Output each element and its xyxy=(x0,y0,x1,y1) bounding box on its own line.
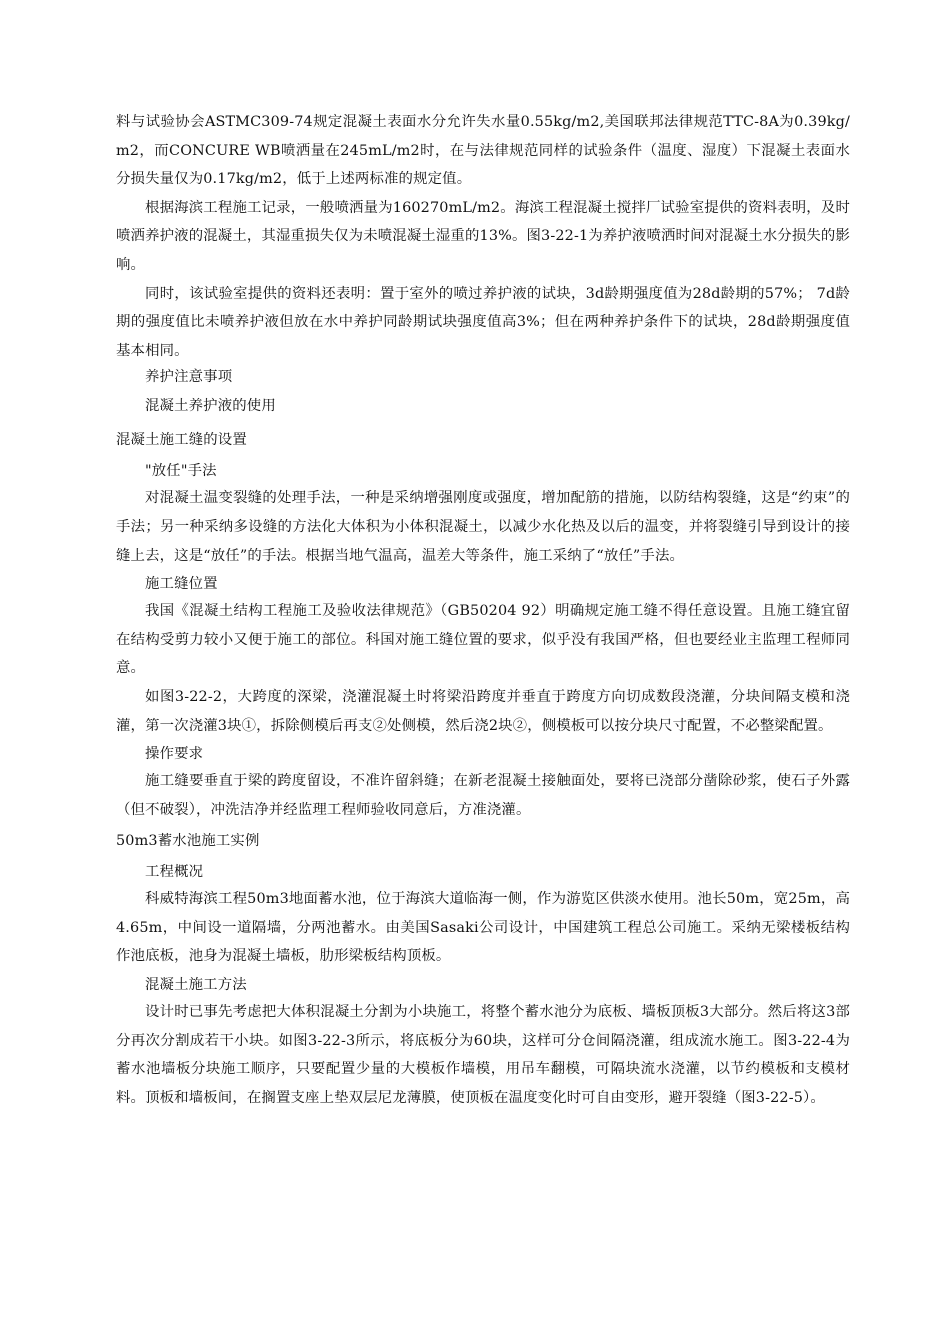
heading-joint-position: 施工缝位置 xyxy=(145,576,218,593)
heading-construction-joint: 混凝土施工缝的设置 xyxy=(116,432,247,449)
heading-operation-requirements: 操作要求 xyxy=(145,746,204,763)
paragraph-release-method: 对混凝土温变裂缝的处理手法，一种是采纳增强刚度或强度，增加配筋的措施，以防结构裂缝，这是“约束”的手法；另一种采纳多设缝的方法化大体积为小体积混凝土，以减少水化热及以后的温变，并将裂缝引导到设计的接缝上去，这是“放任”的手法。根据当地气温高，温差大等条件，施工采纳了“放任”手法。 xyxy=(116,490,850,564)
paragraph-curing-standard: 料与试验协会ASTMC309-74规定混凝土表面水分允许失水量0.55kg/m2,美国联邦法律规范TTC-8A为0.39kg/m2，而CONCURE WB喷洒量在245mL/m2时，在与法律规范同样的试验条件（温度、湿度）下混凝土表面水分损失量仅为0.17kg/m2，低于上述两标准的规定值。 xyxy=(116,114,850,188)
heading-curing-notes: 养护注意事项 xyxy=(145,369,233,386)
document-page xyxy=(116,108,850,1112)
paragraph-deep-beam: 如图3-22-2，大跨度的深梁，浇灌混凝土时将梁沿跨度并垂直于跨度方向切成数段浇灌，分块间隔支模和浇灌，第一次浇灌3块①，拆除侧模后再支②处侧模，然后浇2块②，侧模板可以按分块尺寸配置，不必整梁配置。 xyxy=(116,688,850,734)
paragraph-operation-requirements: 施工缝要垂直于梁的跨度留设，不准许留斜缝；在新老混凝土接触面处，要将已浇部分凿除砂浆，使石子外露（但不破裂），冲洗洁净并经监理工程师验收同意后，方准浇灌。 xyxy=(116,773,850,818)
heading-project-overview: 工程概况 xyxy=(145,864,204,881)
paragraph-strength-results: 同时，该试验室提供的资料还表明：置于室外的喷过养护液的试块，3d龄期强度值为28d龄期的57%； 7d龄期的强度值比未喷养护液但放在水中养护同龄期试块强度值高3%；但在两种养护条件下的试块，28d龄期强度值基本相同。 xyxy=(116,285,850,359)
heading-curing-liquid-use: 混凝土养护液的使用 xyxy=(145,398,276,415)
heading-concrete-method: 混凝土施工方法 xyxy=(145,977,247,994)
paragraph-spray-amount: 根据海滨工程施工记录，一般喷洒量为160270mL/m2。海滨工程混凝土搅拌厂试验室提供的资料表明，及时喷洒养护液的混凝土，其湿重损失仅为未喷混凝土湿重的13%。图3-22-1为养护液喷洒时间对混凝土水分损失的影响。 xyxy=(116,199,851,273)
paragraph-project-overview: 科威特海滨工程50m3地面蓄水池，位于海滨大道临海一侧，作为游览区供淡水使用。池长50m，宽25m，高4.65m，中间设一道隔墙，分两池蓄水。由美国Sasaki公司设计，中国建筑工程总公司施工。采纳无梁楼板结构作池底板，池身为混凝土墙板，肋形梁板结构顶板。 xyxy=(116,891,850,965)
paragraph-concrete-method: 设计时已事先考虑把大体积混凝土分割为小块施工，将整个蓄水池分为底板、墙板顶板3大部分。然后将这3部分再次分割成若干小块。如图3-22-3所示，将底板分为60块，这样可分仓间隔浇灌，组成流水施工。图3-22-4为蓄水池墙板分块施工顺序，只要配置少量的大模板作墙模，用吊车翻模，可隔块流水浇灌，以节约模板和支模材料。顶板和墙板间，在搁置支座上垫双层尼龙薄膜，使顶板在温度变化时可自由变形，避开裂缝（图3-22-5）。 xyxy=(116,1004,850,1106)
heading-release-method: "放任"手法 xyxy=(145,463,217,480)
paragraph-joint-position: 我国《混凝土结构工程施工及验收法律规范》（GB50204 92）明确规定施工缝不得任意设置。且施工缝宜留在结构受剪力较小又便于施工的部位。科国对施工缝位置的要求，似乎没有我国严格，但也要经业主监理工程师同意。 xyxy=(116,603,850,677)
heading-reservoir-example: 50m3蓄水池施工实例 xyxy=(116,833,260,850)
